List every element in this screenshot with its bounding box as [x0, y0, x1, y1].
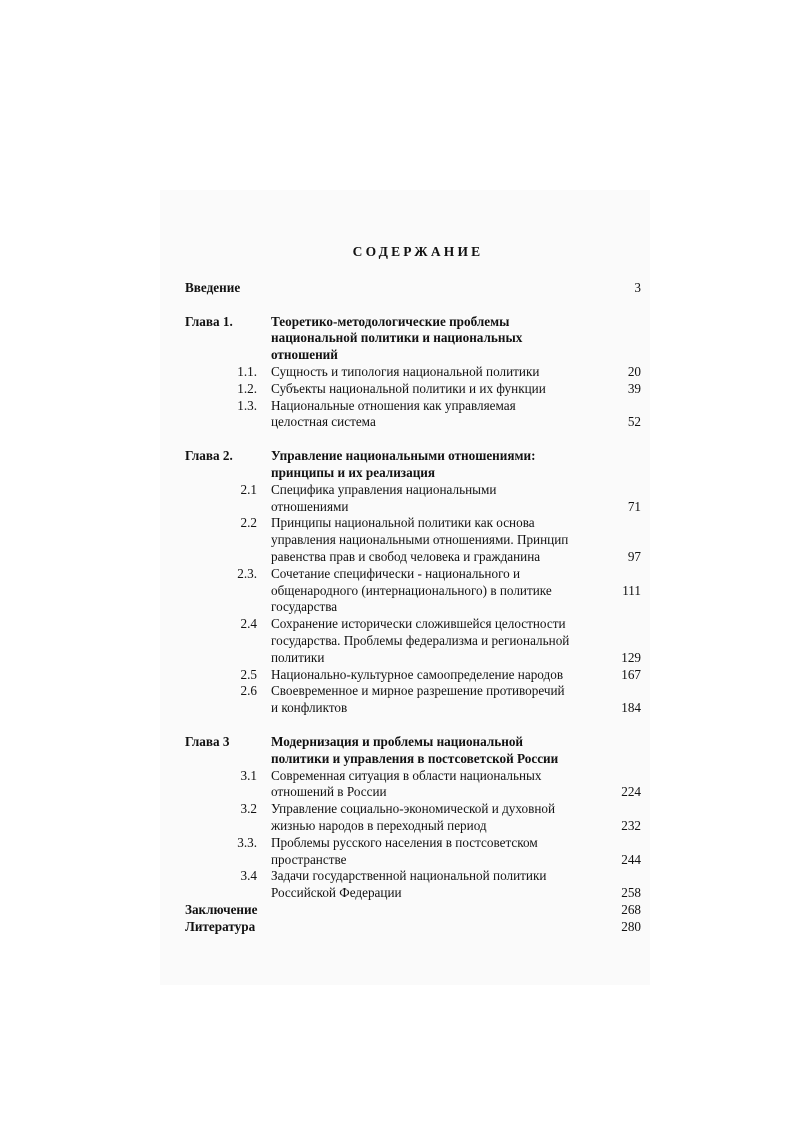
- section-number: 2.5: [240, 666, 257, 682]
- chapter-spacer: [185, 717, 641, 734]
- chapter-heading[interactable]: [185, 448, 641, 482]
- chapter-title: [271, 448, 587, 482]
- section-title-line: Национальные отношения как управляемая: [271, 397, 516, 413]
- chapters-container: [185, 297, 641, 902]
- toc-section-row[interactable]: [185, 616, 641, 666]
- toc-section-row[interactable]: [185, 482, 641, 516]
- section-number: 3.2: [240, 801, 257, 817]
- section-number: 1.3.: [237, 397, 257, 413]
- chapter-title: [271, 734, 587, 768]
- section-number: 2.1: [240, 481, 257, 497]
- section-title-line: Субъекты национальной политики и их функции: [271, 380, 546, 396]
- section-page-number: 184: [621, 700, 641, 716]
- chapter-title-line: Управление национальными отношениями:: [271, 448, 536, 464]
- section-page-number: 232: [621, 817, 641, 833]
- section-title: [271, 482, 587, 516]
- section-title-line: Управление социально-экономической и духовной: [271, 801, 556, 817]
- section-title-line: государства. Проблемы федерализма и региональной: [271, 632, 570, 648]
- section-title: [271, 768, 587, 802]
- section-title-line: отношениями: [271, 498, 349, 514]
- conclusion-label: Заключение: [185, 901, 258, 917]
- section-page-number: 224: [621, 784, 641, 800]
- section-number: 1.2.: [237, 380, 257, 396]
- section-number: 1.1.: [237, 363, 257, 379]
- toc-section-row[interactable]: [185, 683, 641, 717]
- intro-label: Введение: [185, 279, 241, 295]
- section-title: [271, 515, 587, 565]
- chapter-heading[interactable]: [185, 734, 641, 768]
- chapter-label: Глава 3: [185, 733, 230, 749]
- section-title-line: Своевременное и мирное разрешение противоречий: [271, 683, 565, 699]
- section-number: 2.2: [240, 515, 257, 531]
- section-number: 2.4: [240, 616, 257, 632]
- section-page-number: 111: [622, 582, 641, 598]
- intro-page: 3: [634, 279, 641, 295]
- section-title-line: равенства прав и свобод человека и гражданина: [271, 548, 541, 564]
- chapter-title-line: Теоретико-методологические проблемы: [271, 313, 510, 329]
- section-title-line: и конфликтов: [271, 700, 348, 716]
- section-number: 3.4: [240, 868, 257, 884]
- chapter-label: Глава 1.: [185, 313, 233, 329]
- section-number: 2.6: [240, 683, 257, 699]
- section-title-line: целостная система: [271, 414, 376, 430]
- section-page-number: 167: [621, 666, 641, 682]
- toc-conclusion-row[interactable]: [185, 902, 641, 919]
- section-title-line: Национально-культурное самоопределение народов: [271, 666, 564, 682]
- section-title: [271, 566, 587, 616]
- toc-intro-row[interactable]: [185, 280, 641, 297]
- section-title: [271, 381, 587, 398]
- section-title-line: управления национальными отношениями. Принцип: [271, 532, 569, 548]
- section-page-number: 71: [627, 498, 641, 514]
- section-page-number: 258: [621, 885, 641, 901]
- toc-title: СОДЕРЖАНИЕ: [352, 244, 484, 259]
- section-title-line: отношений в России: [271, 784, 387, 800]
- toc-section-row[interactable]: [185, 868, 641, 902]
- section-title: [271, 364, 587, 381]
- toc-section-row[interactable]: [185, 768, 641, 802]
- section-page-number: 244: [621, 851, 641, 867]
- chapter-title: [271, 314, 587, 364]
- chapter-title-line: принципы и их реализация: [271, 464, 436, 480]
- chapter-title-line: национальной политики и национальных: [271, 330, 523, 346]
- section-number: 3.3.: [237, 834, 257, 850]
- section-title-line: Современная ситуация в области национальных: [271, 767, 542, 783]
- section-title-line: политики: [271, 649, 325, 665]
- section-title-line: общенародного (интернационального) в политике: [271, 582, 552, 598]
- section-page-number: 20: [627, 363, 641, 379]
- chapter-title-line: отношений: [271, 347, 338, 363]
- section-title-line: жизнью народов в переходный период: [271, 817, 487, 833]
- section-title: [271, 398, 587, 432]
- section-number: 3.1: [240, 767, 257, 783]
- section-title-line: Российской Федерации: [271, 885, 402, 901]
- section-title-line: Проблемы русского населения в постсоветском: [271, 834, 538, 850]
- section-title-line: пространстве: [271, 851, 347, 867]
- section-page-number: 52: [627, 414, 641, 430]
- section-title-line: Принципы национальной политики как основа: [271, 515, 535, 531]
- conclusion-page: 268: [621, 901, 641, 917]
- section-title: [271, 683, 587, 717]
- section-page-number: 39: [627, 380, 641, 396]
- chapter-label: Глава 2.: [185, 448, 233, 464]
- section-title: [271, 835, 587, 869]
- section-title-line: государства: [271, 599, 338, 615]
- section-title-line: Сохранение исторически сложившейся целостности: [271, 616, 566, 632]
- chapter-heading[interactable]: [185, 314, 641, 364]
- toc-section-row[interactable]: [185, 801, 641, 835]
- section-title: [271, 868, 587, 902]
- section-title-line: Задачи государственной национальной политики: [271, 868, 547, 884]
- toc-section-row[interactable]: [185, 835, 641, 869]
- chapter-spacer: [185, 297, 641, 314]
- chapter-title-line: Модернизация и проблемы национальной: [271, 733, 524, 749]
- section-title-line: Специфика управления национальными: [271, 481, 497, 497]
- chapter-title-line: политики и управления в постсоветской России: [271, 750, 559, 766]
- section-title-line: Сочетание специфически - национального и: [271, 565, 521, 581]
- section-title: [271, 801, 587, 835]
- toc-section-row[interactable]: [185, 381, 641, 398]
- toc-section-row[interactable]: [185, 566, 641, 616]
- section-number: 2.3.: [237, 565, 257, 581]
- section-title: [271, 616, 587, 666]
- section-page-number: 129: [621, 649, 641, 665]
- section-page-number: 97: [627, 548, 641, 564]
- toc-literature-row[interactable]: [185, 919, 641, 936]
- toc-section-row[interactable]: [185, 667, 641, 684]
- literature-label: Литература: [185, 918, 256, 934]
- toc-section-row[interactable]: [185, 515, 641, 565]
- section-title: [271, 667, 587, 684]
- chapter-spacer: [185, 431, 641, 448]
- toc-section-row[interactable]: [185, 364, 641, 381]
- section-title-line: Сущность и типология национальной политики: [271, 363, 540, 379]
- literature-page: 280: [621, 918, 641, 934]
- toc-section-row[interactable]: [185, 398, 641, 432]
- table-of-contents: [185, 244, 641, 935]
